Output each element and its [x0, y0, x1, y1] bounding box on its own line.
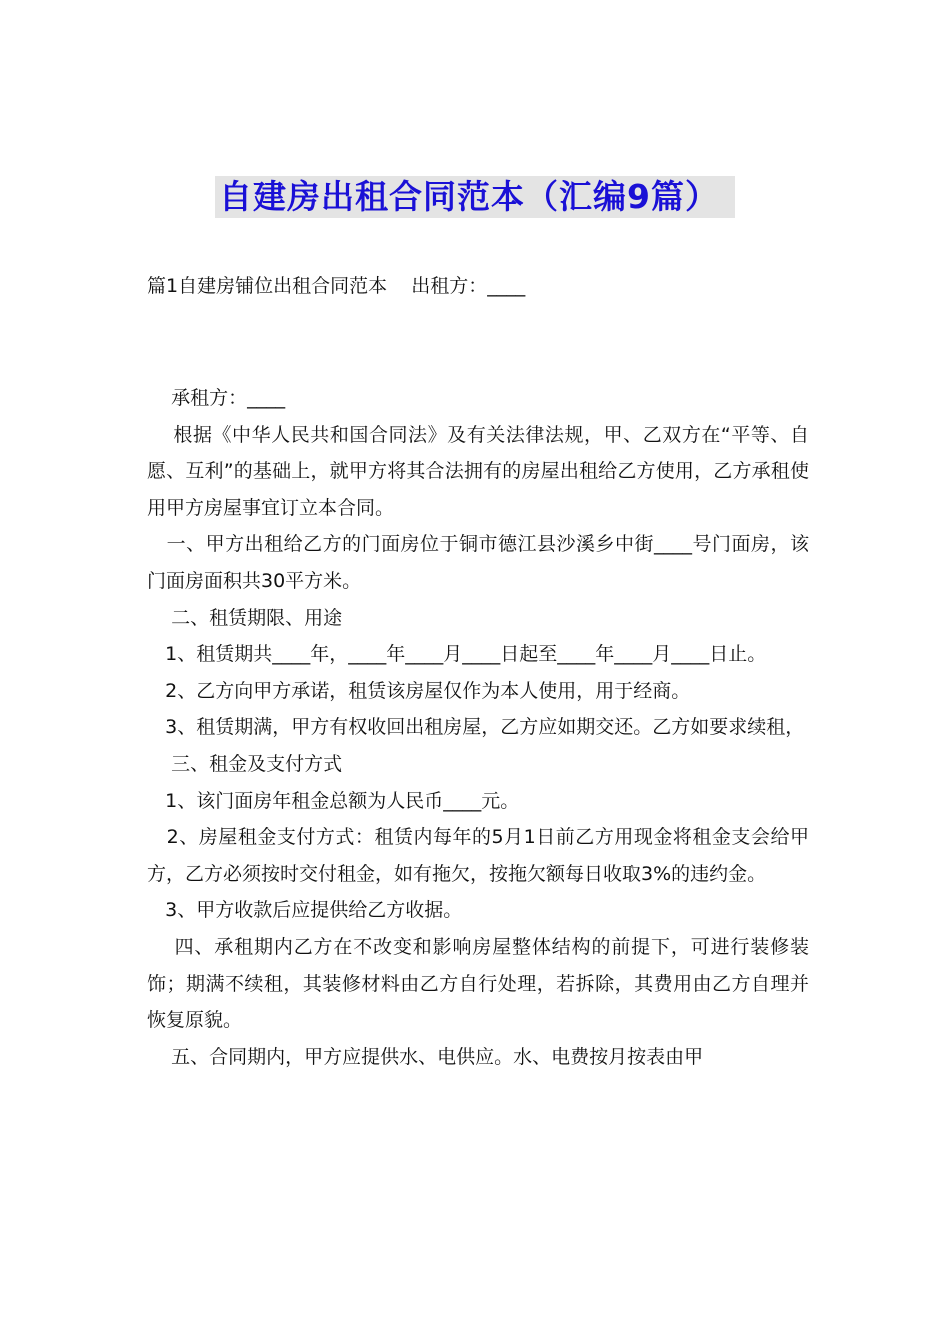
- document-body: [147, 380, 809, 1075]
- paragraph-clause-2-2: 2、乙方向甲方承诺，租赁该房屋仅作为本人使用，用于经商。: [147, 679, 691, 702]
- section-heading: 篇1自建房铺位出租合同范本 出租方：____: [147, 275, 526, 297]
- paragraph-heading-2: 二、租赁期限、用途: [147, 606, 343, 629]
- paragraph-clause-1: 一、甲方出租给乙方的门面房位于铜市德江县沙溪乡中街____号门面房，该门面房面积共30平方米。: [147, 533, 809, 592]
- document-title: 自建房出租合同范本（汇编9篇）: [215, 176, 735, 218]
- paragraph-clause-2-1: 1、租赁期共____年，____年____月____日起至____年____月____日止。: [147, 643, 767, 666]
- paragraph-lessee: 承租方：____: [147, 387, 286, 409]
- paragraph-preamble: 根据《中华人民共和国合同法》及有关法律法规，甲、乙双方在“平等、自愿、互利”的基础上，就甲方将其合法拥有的房屋出租给乙方使用，乙方承租使用甲方房屋事宜订立本合同。: [147, 423, 809, 519]
- paragraph-heading-3: 三、租金及支付方式: [147, 752, 343, 775]
- paragraph-clause-5: 五、合同期内，甲方应提供水、电供应。水、电费按月按表由甲: [147, 1045, 704, 1068]
- paragraph-clause-3-2: 2、房屋租金支付方式：租赁内每年的5月1日前乙方用现金将租金支会给甲方，乙方必须按时交付租金，如有拖欠，按拖欠额每日收取3%的违约金。: [147, 826, 809, 885]
- paragraph-clause-4: 四、承租期内乙方在不改变和影响房屋整体结构的前提下，可进行装修装饰；期满不续租，其装修材料由乙方自行处理，若拆除，其费用由乙方自理并恢复原貌。: [147, 935, 809, 1032]
- paragraph-clause-3-3: 3、甲方收款后应提供给乙方收据。: [147, 899, 463, 922]
- paragraph-clause-2-3: 3、租赁期满，甲方有权收回出租房屋，乙方应如期交还。乙方如要求续租，: [147, 716, 805, 739]
- title-container: [0, 176, 950, 218]
- paragraph-clause-3-1: 1、该门面房年租金总额为人民币____元。: [147, 789, 520, 812]
